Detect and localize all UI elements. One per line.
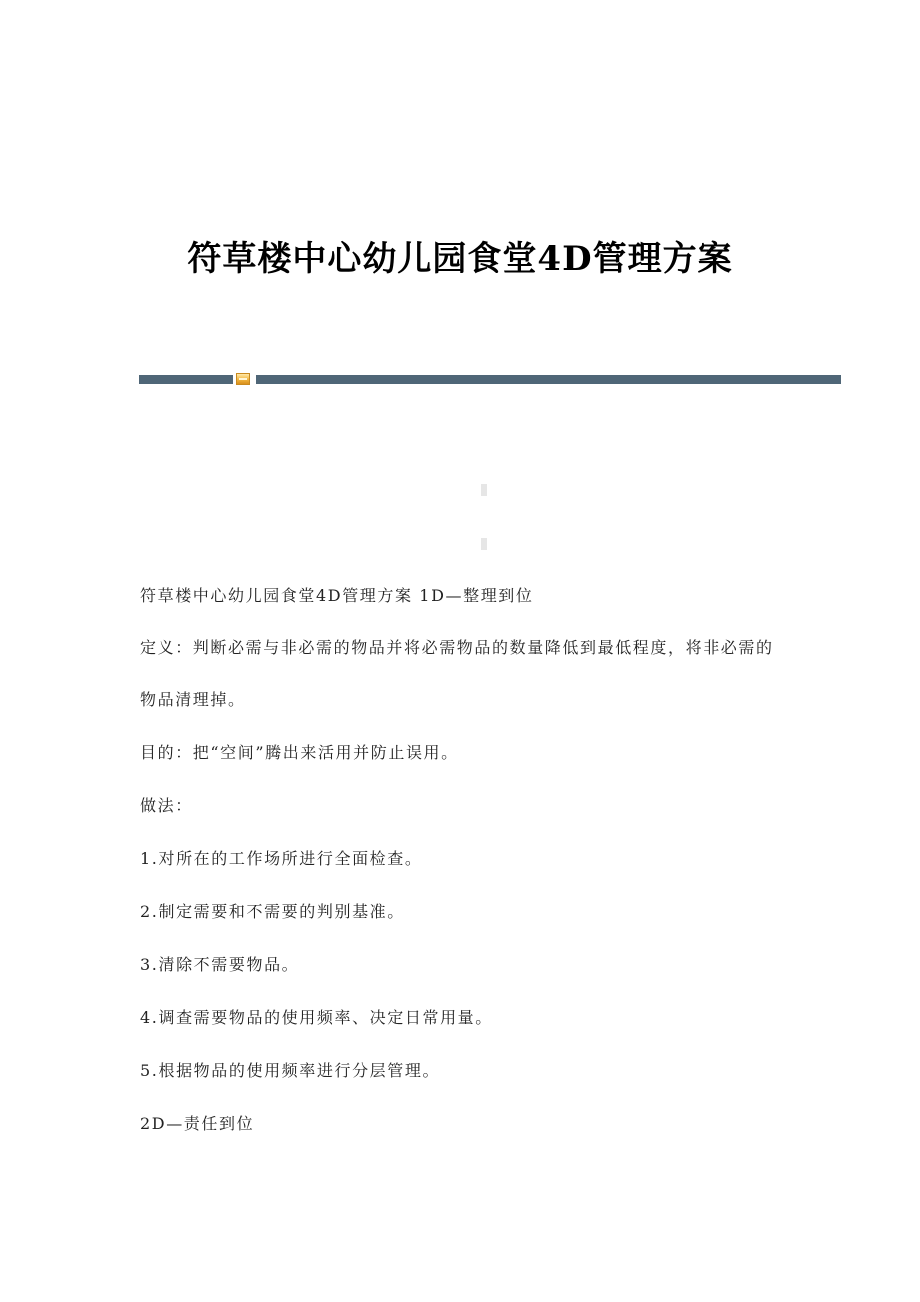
divider-bar-left	[139, 375, 233, 384]
step-item: 5.根据物品的使用频率进行分层管理。	[140, 1061, 441, 1080]
purpose-paragraph: 目的：把“空间”腾出来活用并防止误用。	[140, 743, 459, 762]
section-heading-2d: 2D—责任到位	[140, 1114, 255, 1133]
step-item: 4.调查需要物品的使用频率、决定日常用量。	[140, 1008, 493, 1027]
page-title: 符草楼中心幼儿园食堂4D管理方案	[187, 238, 733, 279]
step-item: 2.制定需要和不需要的判别基准。	[140, 902, 405, 921]
step-item: 1.对所在的工作场所进行全面检查。	[140, 849, 423, 868]
step-item: 3.清除不需要物品。	[140, 955, 300, 974]
faint-scan-mark	[481, 538, 487, 550]
document-body	[140, 582, 780, 1137]
divider-emblem-icon	[236, 373, 250, 385]
intro-line: 符草楼中心幼儿园食堂4D管理方案 1D—整理到位	[140, 586, 534, 605]
title-divider	[139, 375, 841, 384]
definition-paragraph: 定义：判断必需与非必需的物品并将必需物品的数量降低到最低程度，将非必需的物品清理掉。	[140, 638, 774, 709]
divider-bar-right	[256, 375, 841, 384]
method-heading: 做法：	[140, 796, 193, 815]
faint-scan-mark	[481, 484, 487, 496]
